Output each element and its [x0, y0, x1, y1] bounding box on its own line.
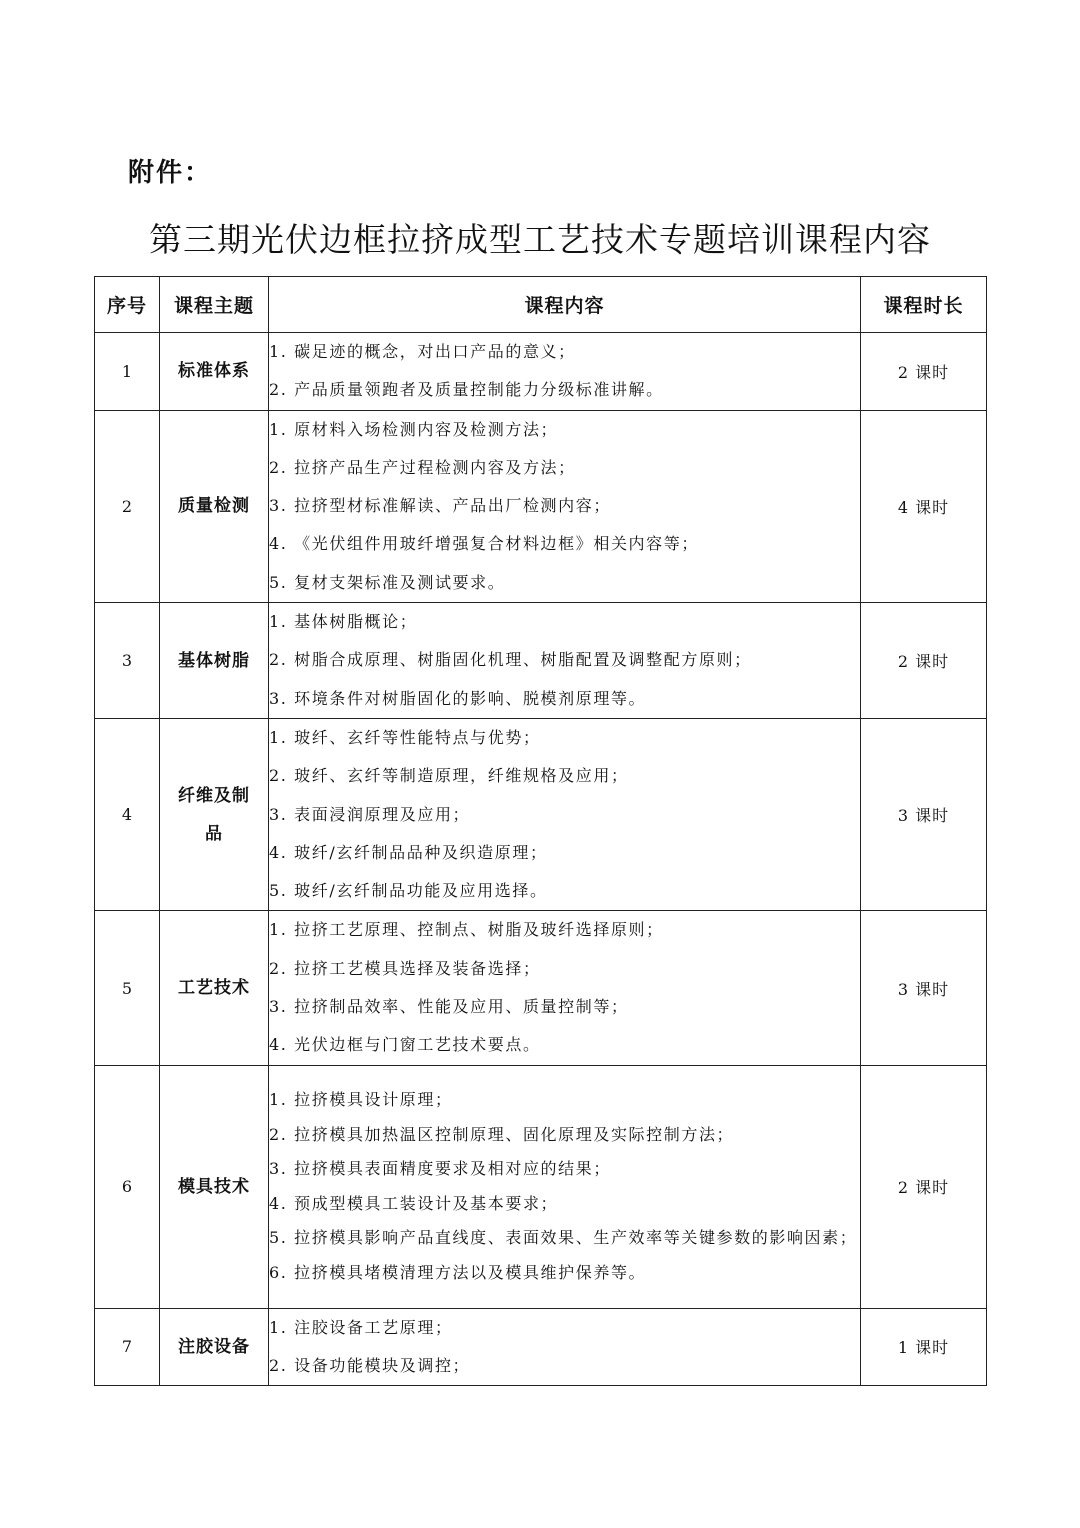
- content-item: 2. 设备功能模块及调控；: [269, 1355, 471, 1375]
- row-topic: 注胶设备: [160, 1308, 269, 1386]
- header-duration: 课程时长: [861, 277, 987, 333]
- row-duration: 4 课时: [861, 410, 987, 602]
- content-item: 1. 注胶设备工艺原理；: [269, 1317, 453, 1337]
- content-item: 4. 预成型模具工装设计及基本要求；: [269, 1193, 559, 1213]
- row-content: [269, 911, 861, 1065]
- table-row: [95, 333, 987, 411]
- header-content: 课程内容: [269, 277, 861, 333]
- row-number: 6: [95, 1065, 160, 1308]
- row-number: 5: [95, 911, 160, 1065]
- content-item: 2. 树脂合成原理、树脂固化机理、树脂配置及调整配方原则；: [269, 650, 752, 670]
- content-item: 5. 拉挤模具影响产品直线度、表面效果、生产效率等关键参数的影响因素；: [269, 1228, 858, 1248]
- row-content: [269, 1065, 861, 1308]
- content-item: 5. 玻纤/玄纤制品功能及应用选择。: [269, 881, 548, 901]
- row-duration: 2 课时: [861, 1065, 987, 1308]
- content-item: 4. 玻纤/玄纤制品品种及织造原理；: [269, 842, 548, 862]
- row-duration: 2 课时: [861, 333, 987, 411]
- table-row: [95, 911, 987, 1065]
- row-duration: 3 课时: [861, 911, 987, 1065]
- row-topic: 标准体系: [160, 333, 269, 411]
- table-row: [95, 718, 987, 910]
- document-title: 第三期光伏边框拉挤成型工艺技术专题培训课程内容: [149, 220, 931, 259]
- content-item: 4. 光伏边框与门窗工艺技术要点。: [269, 1035, 541, 1055]
- row-topic: 基体树脂: [160, 603, 269, 719]
- row-number: 4: [95, 718, 160, 910]
- row-duration: 2 课时: [861, 603, 987, 719]
- content-item: 2. 玻纤、玄纤等制造原理，纤维规格及应用；: [269, 766, 629, 786]
- course-table: [94, 276, 987, 1386]
- content-item: 1. 玻纤、玄纤等性能特点与优势；: [269, 727, 541, 747]
- header-topic: 课程主题: [160, 277, 269, 333]
- row-topic: 工艺技术: [160, 911, 269, 1065]
- content-item: 2. 产品质量领跑者及质量控制能力分级标准讲解。: [269, 380, 664, 400]
- row-number: 2: [95, 410, 160, 602]
- header-number: 序号: [95, 277, 160, 333]
- row-topic: 纤维及制品: [160, 718, 269, 910]
- row-number: 3: [95, 603, 160, 719]
- content-item: 1. 基体树脂概论；: [269, 612, 418, 632]
- table-header-row: [95, 277, 987, 333]
- content-item: 3. 拉挤模具表面精度要求及相对应的结果；: [269, 1159, 611, 1179]
- table-row: [95, 1065, 987, 1308]
- row-topic: 模具技术: [160, 1065, 269, 1308]
- row-content: [269, 603, 861, 719]
- content-item: 3. 环境条件对树脂固化的影响、脱模剂原理等。: [269, 688, 647, 708]
- table-row: [95, 603, 987, 719]
- table-row: [95, 1308, 987, 1386]
- row-content: [269, 410, 861, 602]
- content-item: 2. 拉挤产品生产过程检测内容及方法；: [269, 457, 576, 477]
- row-number: 7: [95, 1308, 160, 1386]
- attachment-label: 附件：: [128, 158, 213, 188]
- content-item: 2. 拉挤模具加热温区控制原理、固化原理及实际控制方法；: [269, 1124, 735, 1144]
- content-item: 1. 原材料入场检测内容及检测方法；: [269, 419, 559, 439]
- content-item: 5. 复材支架标准及测试要求。: [269, 572, 506, 592]
- row-content: [269, 718, 861, 910]
- content-item: 1. 拉挤工艺原理、控制点、树脂及玻纤选择原则；: [269, 920, 664, 940]
- content-item: 4. 《光伏组件用玻纤增强复合材料边框》相关内容等；: [269, 534, 699, 554]
- content-item: 6. 拉挤模具堵模清理方法以及模具维护保养等。: [269, 1262, 647, 1282]
- row-content: [269, 333, 861, 411]
- row-number: 1: [95, 333, 160, 411]
- content-item: 3. 拉挤型材标准解读、产品出厂检测内容；: [269, 496, 611, 516]
- row-duration: 1 课时: [861, 1308, 987, 1386]
- content-item: 2. 拉挤工艺模具选择及装备选择；: [269, 958, 541, 978]
- row-topic: 质量检测: [160, 410, 269, 602]
- content-item: 3. 表面浸润原理及应用；: [269, 804, 471, 824]
- content-item: 1. 碳足迹的概念，对出口产品的意义；: [269, 342, 576, 361]
- row-duration: 3 课时: [861, 718, 987, 910]
- table-row: [95, 410, 987, 602]
- content-item: 3. 拉挤制品效率、性能及应用、质量控制等；: [269, 997, 629, 1017]
- content-item: 1. 拉挤模具设计原理；: [269, 1090, 453, 1110]
- row-content: [269, 1308, 861, 1386]
